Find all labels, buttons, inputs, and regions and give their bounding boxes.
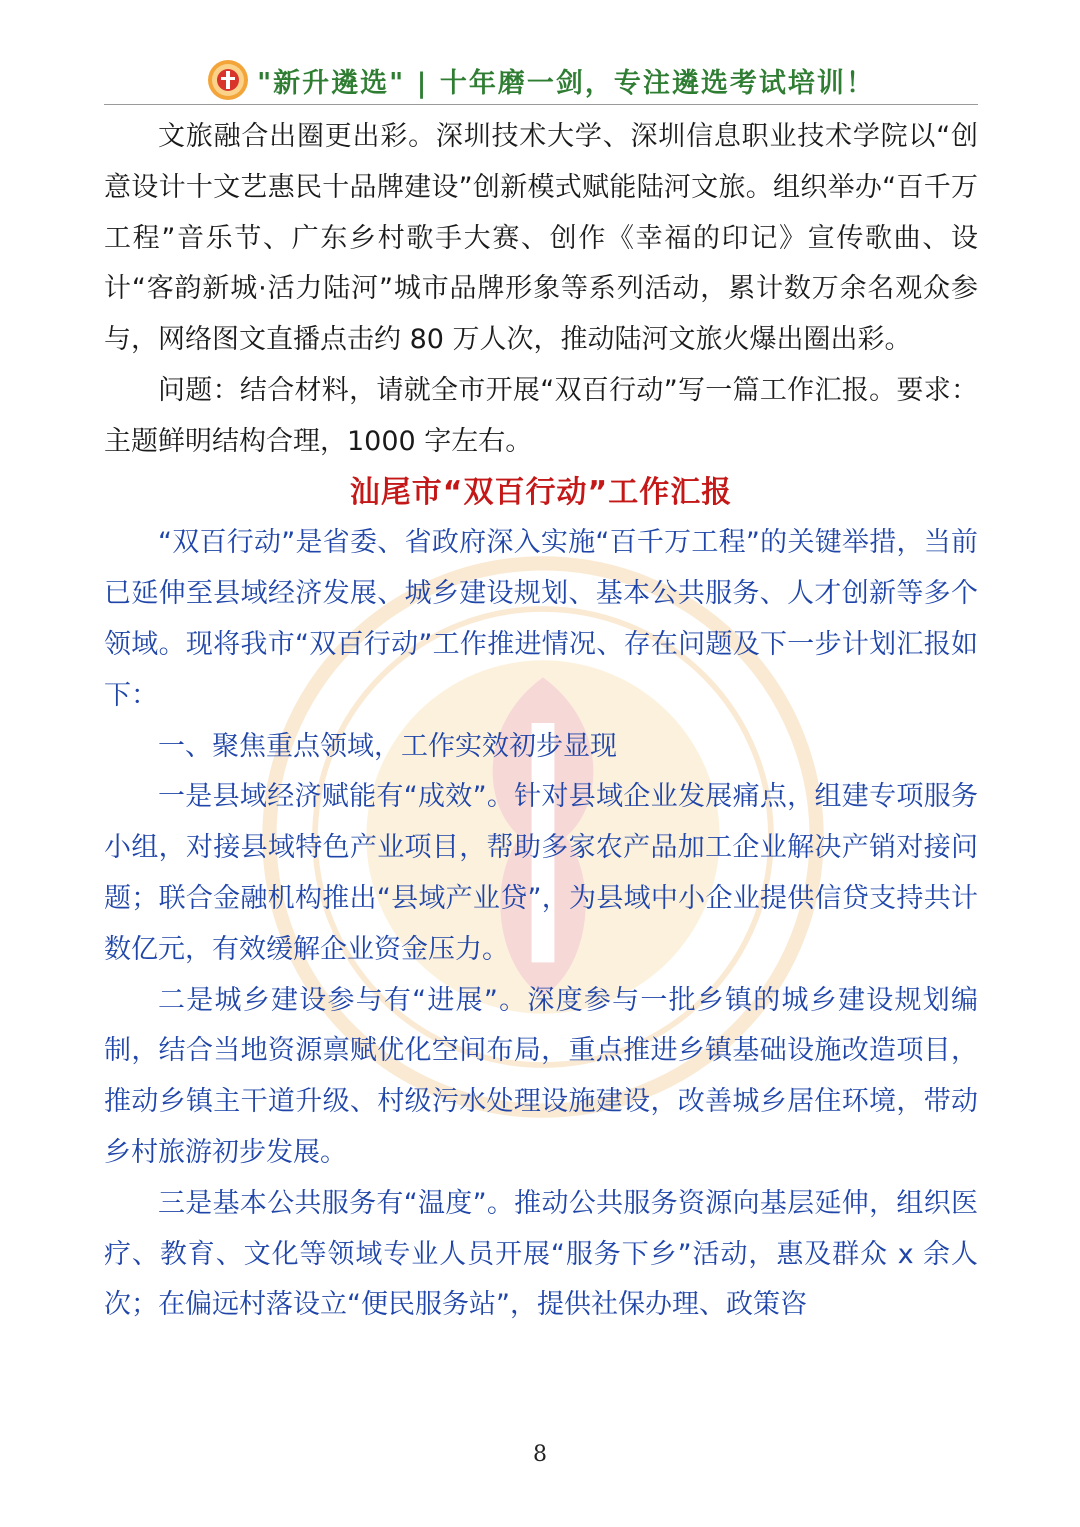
document-body bbox=[104, 112, 978, 1331]
essay-paragraph-public-service: 三是基本公共服务有“温度”。推动公共服务资源向基层延伸，组织医疗、教育、文化等领域专业人员开展“服务下乡”活动，惠及群众 x 余人次；在偏远村落设立“便民服务站”，提供社保办理、政策咨 bbox=[104, 1187, 978, 1321]
page-header bbox=[104, 56, 978, 105]
essay-paragraph-county-economy: 一是县域经济赋能有“成效”。针对县域企业发展痛点，组建专项服务小组，对接县域特色产业项目，帮助多家农产品加工企业解决产销对接问题；联合金融机构推出“县域产业贷”，为县域中小企业提供信贷支持共计数亿元，有效缓解企业资金压力。 bbox=[104, 781, 978, 965]
essay-intro-paragraph: “双百行动”是省委、省政府深入实施“百千万工程”的关键举措，当前已延伸至县域经济发展、城乡建设规划、基本公共服务、人才创新等多个领域。现将我市“双百行动”工作推进情况、存在问题及下一步计划汇报如下： bbox=[104, 527, 978, 711]
header-slogan: "新升遴选" | 十年磨一剑，专注遴选考试培训！ bbox=[257, 67, 875, 99]
material-paragraph: 文旅融合出圈更出彩。深圳技术大学、深圳信息职业技术学院以“创意设计十文艺惠民十品牌建设”创新模式赋能陆河文旅。组织举办“百千万工程”音乐节、广东乡村歌手大赛、创作《幸福的印记》宣传歌曲、设计“客韵新城·活力陆河”城市品牌形象等系列活动，累计数万余名观众参与，网络图文直播点击约 80 万人次，推动陆河文旅火爆出圈出彩。 bbox=[104, 121, 978, 356]
essay-title: 汕尾市“双百行动”工作汇报 bbox=[349, 474, 733, 510]
essay-paragraph-urban-rural: 二是城乡建设参与有“进展”。深度参与一批乡镇的城乡建设规划编制，结合当地资源禀赋优化空间布局，重点推进乡镇基础设施改造项目，推动乡镇主干道升级、村级污水处理设施建设，改善城乡居住环境，带动乡村旅游初步发展。 bbox=[104, 984, 978, 1168]
xinsheng-seal-logo-icon bbox=[207, 59, 249, 101]
essay-section-heading: 一、聚焦重点领域，工作实效初步显现 bbox=[158, 730, 617, 762]
question-paragraph: 问题：结合材料，请就全市开展“双百行动”写一篇工作汇报。要求：主题鲜明结构合理，1000 字左右。 bbox=[104, 374, 978, 457]
page-number: 8 bbox=[533, 1442, 547, 1467]
